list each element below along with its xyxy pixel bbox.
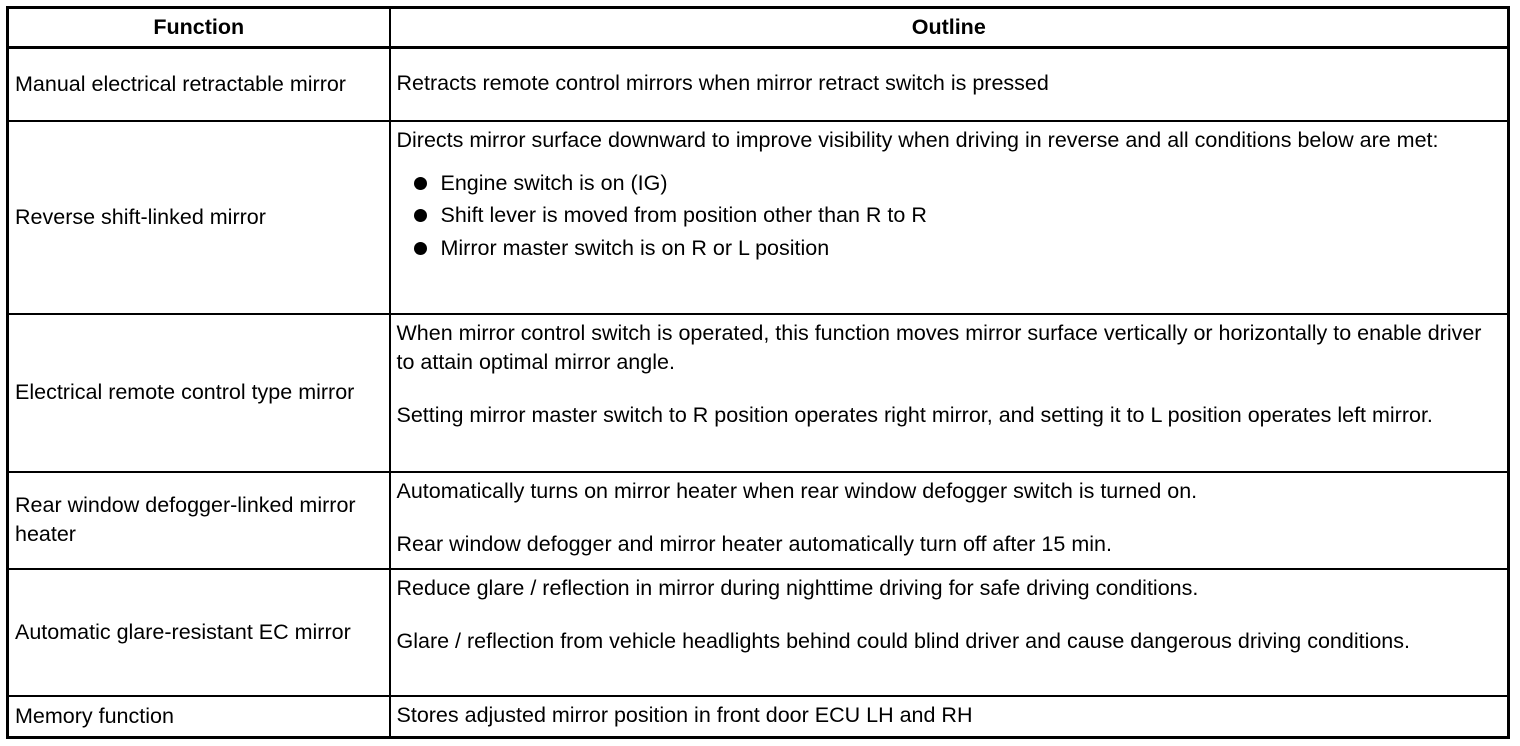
outline-paragraph: Stores adjusted mirror position in front door ECU LH and RH <box>396 702 973 727</box>
outline-paragraph: When mirror control switch is operated, this function moves mirror surface vertically or horizontally to enable driver to attain optimal mirror angle. <box>396 320 1482 374</box>
table-row <box>8 472 1509 569</box>
outline-paragraph: Reduce glare / reflection in mirror during nighttime driving for safe driving conditions. <box>396 575 1199 600</box>
table-row <box>8 48 1509 121</box>
bullet-icon <box>414 209 427 222</box>
function-cell: Automatic glare-resistant EC mirror <box>8 569 390 696</box>
outline-cell <box>390 472 1509 569</box>
outline-paragraph: Rear window defogger and mirror heater automatically turn off after 15 min. <box>396 531 1112 556</box>
outline-paragraph: Automatically turns on mirror heater when rear window defogger switch is turned on. <box>396 478 1198 503</box>
outline-paragraph: Retracts remote control mirrors when mirror retract switch is pressed <box>396 70 1049 95</box>
function-cell: Rear window defogger-linked mirror heater <box>8 472 390 569</box>
list-item-text: Mirror master switch is on R or L position <box>440 235 830 260</box>
bullet-icon <box>414 242 427 255</box>
table-row <box>8 569 1509 696</box>
outline-cell <box>390 696 1509 738</box>
conditions-list <box>397 167 1502 265</box>
function-cell: Memory function <box>8 696 390 738</box>
function-outline-table <box>6 6 1510 739</box>
function-column-header: Function <box>8 8 390 48</box>
table-row <box>8 696 1509 738</box>
table-row <box>8 314 1509 472</box>
function-cell: Electrical remote control type mirror <box>8 314 390 472</box>
outline-paragraph: Setting mirror master switch to R position operates right mirror, and setting it to L position operates left mirror. <box>396 402 1433 427</box>
list-item <box>397 167 1502 200</box>
outline-cell <box>390 569 1509 696</box>
table-row <box>8 121 1509 314</box>
outline-paragraph: Directs mirror surface downward to improve visibility when driving in reverse and all conditions below are met: <box>396 127 1439 152</box>
outline-cell <box>390 121 1509 314</box>
outline-column-header: Outline <box>390 8 1509 48</box>
list-item <box>397 232 1502 265</box>
list-item <box>397 199 1502 232</box>
outline-cell <box>390 314 1509 472</box>
table-header-row <box>8 8 1509 48</box>
outline-cell <box>390 48 1509 121</box>
function-cell: Manual electrical retractable mirror <box>8 48 390 121</box>
list-item-text: Shift lever is moved from position other than R to R <box>440 203 927 227</box>
list-item-text: Engine switch is on (IG) <box>440 170 668 195</box>
function-cell: Reverse shift-linked mirror <box>8 121 390 314</box>
bullet-icon <box>414 177 427 190</box>
outline-paragraph: Glare / reflection from vehicle headlights behind could blind driver and cause dangerous driving conditions. <box>396 628 1410 653</box>
